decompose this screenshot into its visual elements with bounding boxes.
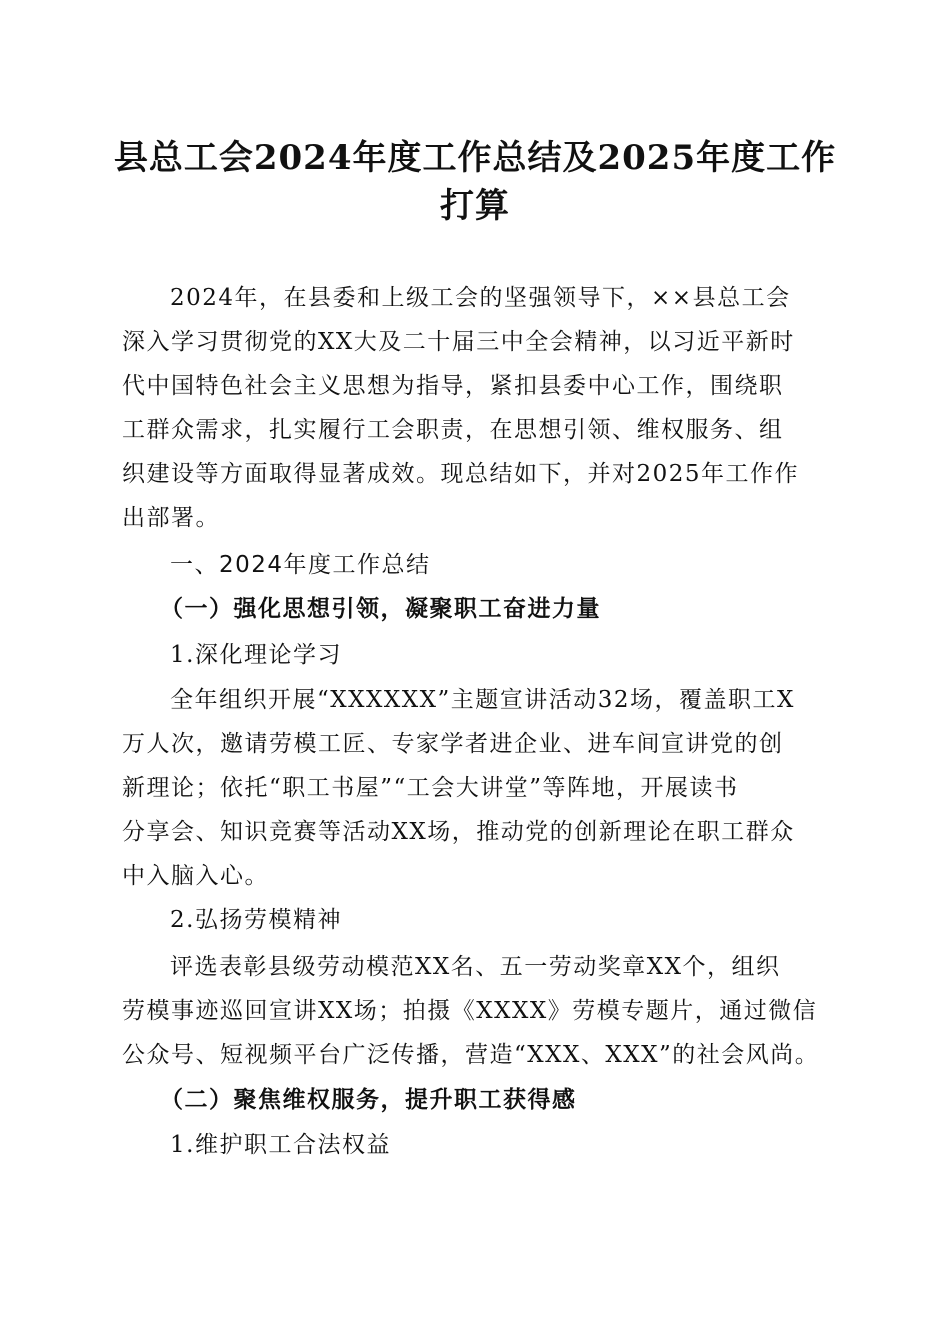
- document-title-line-1: 县总工会2024年度工作总结及2025年度工作: [113, 138, 837, 178]
- item2-line-1: 评选表彰县级劳动模范XX名、五一劳动奖章XX个，组织: [170, 954, 781, 980]
- item-heading-3: 1.维护职工合法权益: [170, 1132, 391, 1158]
- intro-line-3: 代中国特色社会主义思想为指导，紧扣县委中心工作，围绕职: [122, 373, 784, 399]
- item1-line-5: 中入脑入心。: [122, 863, 269, 889]
- item2-line-2: 劳模事迹巡回宣讲XX场；拍摄《XXXX》劳模专题片，通过微信: [122, 998, 818, 1024]
- intro-line-1: 2024年，在县委和上级工会的坚强领导下，××县总工会: [170, 285, 791, 311]
- subsection-heading-1: （一）强化思想引领，凝聚职工奋进力量: [160, 595, 601, 622]
- item1-line-3: 新理论；依托“职工书屋”“工会大讲堂”等阵地，开展读书: [122, 775, 739, 801]
- item1-line-2: 万人次，邀请劳模工匠、专家学者进企业、进车间宣讲党的创: [122, 731, 784, 757]
- intro-line-6: 出部署。: [122, 505, 220, 531]
- item-heading-1: 1.深化理论学习: [170, 642, 342, 668]
- item2-line-3: 公众号、短视频平台广泛传播，营造“XXX、XXX”的社会风尚。: [122, 1042, 820, 1068]
- intro-line-4: 工群众需求，扎实履行工会职责，在思想引领、维权服务、组: [122, 417, 784, 443]
- subsection-heading-2: （二）聚焦维权服务，提升职工获得感: [160, 1086, 577, 1113]
- item-heading-2: 2.弘扬劳模精神: [170, 907, 342, 933]
- document-title-line-2: 打算: [440, 186, 510, 226]
- intro-line-5: 织建设等方面取得显著成效。现总结如下，并对2025年工作作: [122, 461, 800, 487]
- intro-line-2: 深入学习贯彻党的XX大及二十届三中全会精神，以习近平新时: [122, 329, 795, 355]
- item1-line-1: 全年组织开展“XXXXXX”主题宣讲活动32场，覆盖职工X: [170, 687, 795, 713]
- item1-line-4: 分享会、知识竞赛等活动XX场，推动党的创新理论在职工群众: [122, 819, 795, 845]
- section-heading-1: 一、2024年度工作总结: [170, 552, 431, 578]
